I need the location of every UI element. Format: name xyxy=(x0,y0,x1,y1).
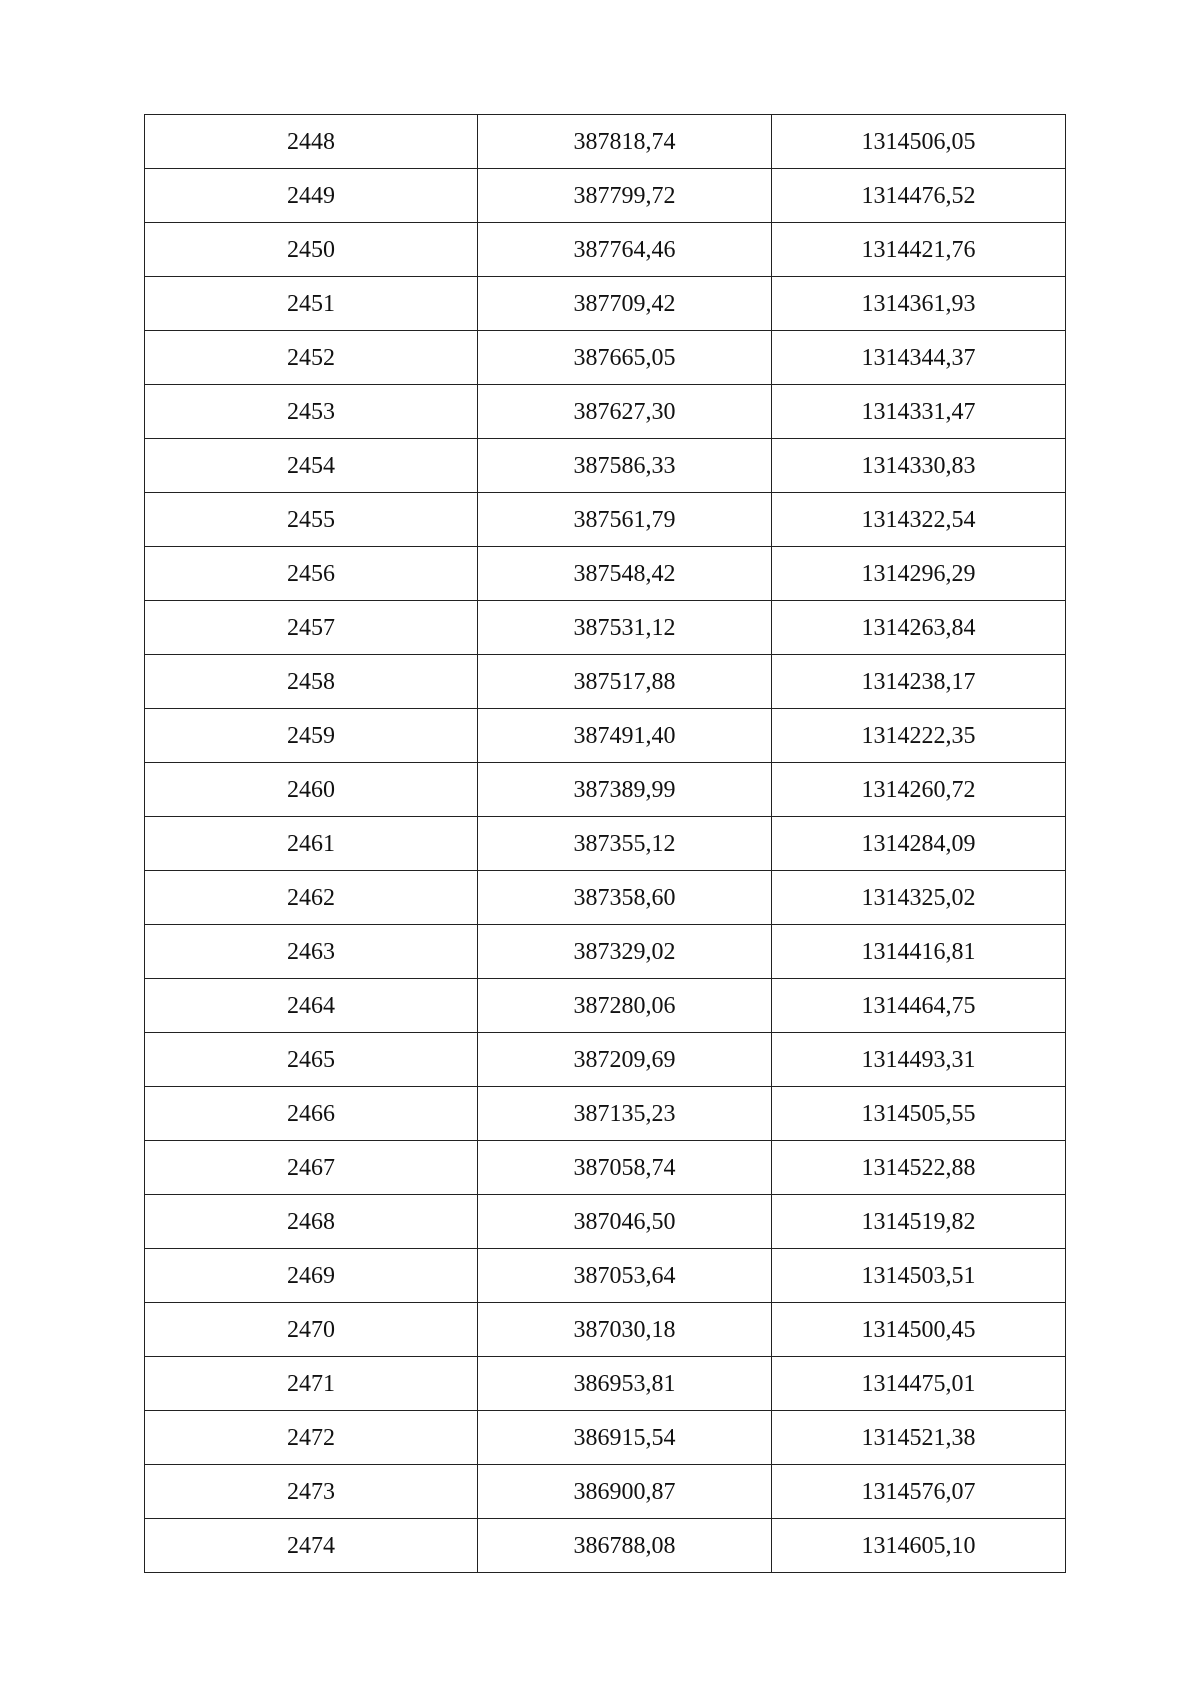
point-number-cell: 2454 xyxy=(145,439,478,493)
table-row xyxy=(145,1249,1066,1303)
point-number-cell: 2466 xyxy=(145,1087,478,1141)
point-number-cell: 2452 xyxy=(145,331,478,385)
y-coordinate-cell: 1314519,82 xyxy=(772,1195,1066,1249)
y-coordinate-cell: 1314605,10 xyxy=(772,1519,1066,1573)
x-coordinate-cell: 387358,60 xyxy=(478,871,772,925)
point-number-cell: 2473 xyxy=(145,1465,478,1519)
point-number-cell: 2450 xyxy=(145,223,478,277)
point-number-cell: 2455 xyxy=(145,493,478,547)
table-row xyxy=(145,331,1066,385)
x-coordinate-cell: 387389,99 xyxy=(478,763,772,817)
point-number-cell: 2459 xyxy=(145,709,478,763)
point-number-cell: 2470 xyxy=(145,1303,478,1357)
coordinates-table-body xyxy=(145,115,1066,1573)
x-coordinate-cell: 386900,87 xyxy=(478,1465,772,1519)
table-row xyxy=(145,385,1066,439)
table-row xyxy=(145,655,1066,709)
y-coordinate-cell: 1314322,54 xyxy=(772,493,1066,547)
table-row xyxy=(145,925,1066,979)
y-coordinate-cell: 1314493,31 xyxy=(772,1033,1066,1087)
y-coordinate-cell: 1314464,75 xyxy=(772,979,1066,1033)
point-number-cell: 2456 xyxy=(145,547,478,601)
table-row xyxy=(145,223,1066,277)
y-coordinate-cell: 1314330,83 xyxy=(772,439,1066,493)
coordinates-table xyxy=(144,114,1066,1573)
point-number-cell: 2471 xyxy=(145,1357,478,1411)
y-coordinate-cell: 1314344,37 xyxy=(772,331,1066,385)
x-coordinate-cell: 387329,02 xyxy=(478,925,772,979)
point-number-cell: 2458 xyxy=(145,655,478,709)
x-coordinate-cell: 387517,88 xyxy=(478,655,772,709)
table-row xyxy=(145,1303,1066,1357)
y-coordinate-cell: 1314296,29 xyxy=(772,547,1066,601)
x-coordinate-cell: 386788,08 xyxy=(478,1519,772,1573)
x-coordinate-cell: 387709,42 xyxy=(478,277,772,331)
x-coordinate-cell: 386915,54 xyxy=(478,1411,772,1465)
table-row xyxy=(145,601,1066,655)
x-coordinate-cell: 387491,40 xyxy=(478,709,772,763)
point-number-cell: 2474 xyxy=(145,1519,478,1573)
x-coordinate-cell: 387030,18 xyxy=(478,1303,772,1357)
table-row xyxy=(145,1357,1066,1411)
x-coordinate-cell: 387135,23 xyxy=(478,1087,772,1141)
point-number-cell: 2449 xyxy=(145,169,478,223)
table-row xyxy=(145,1087,1066,1141)
table-row xyxy=(145,1141,1066,1195)
y-coordinate-cell: 1314505,55 xyxy=(772,1087,1066,1141)
x-coordinate-cell: 387053,64 xyxy=(478,1249,772,1303)
x-coordinate-cell: 387531,12 xyxy=(478,601,772,655)
y-coordinate-cell: 1314238,17 xyxy=(772,655,1066,709)
table-row xyxy=(145,439,1066,493)
y-coordinate-cell: 1314421,76 xyxy=(772,223,1066,277)
y-coordinate-cell: 1314500,45 xyxy=(772,1303,1066,1357)
y-coordinate-cell: 1314475,01 xyxy=(772,1357,1066,1411)
point-number-cell: 2472 xyxy=(145,1411,478,1465)
y-coordinate-cell: 1314521,38 xyxy=(772,1411,1066,1465)
table-row xyxy=(145,547,1066,601)
x-coordinate-cell: 387561,79 xyxy=(478,493,772,547)
table-row xyxy=(145,1519,1066,1573)
y-coordinate-cell: 1314331,47 xyxy=(772,385,1066,439)
point-number-cell: 2460 xyxy=(145,763,478,817)
x-coordinate-cell: 387665,05 xyxy=(478,331,772,385)
y-coordinate-cell: 1314506,05 xyxy=(772,115,1066,169)
point-number-cell: 2468 xyxy=(145,1195,478,1249)
x-coordinate-cell: 386953,81 xyxy=(478,1357,772,1411)
y-coordinate-cell: 1314522,88 xyxy=(772,1141,1066,1195)
x-coordinate-cell: 387209,69 xyxy=(478,1033,772,1087)
table-row xyxy=(145,1195,1066,1249)
table-row xyxy=(145,1465,1066,1519)
x-coordinate-cell: 387548,42 xyxy=(478,547,772,601)
x-coordinate-cell: 387046,50 xyxy=(478,1195,772,1249)
table-row xyxy=(145,277,1066,331)
y-coordinate-cell: 1314361,93 xyxy=(772,277,1066,331)
x-coordinate-cell: 387818,74 xyxy=(478,115,772,169)
point-number-cell: 2463 xyxy=(145,925,478,979)
table-row xyxy=(145,709,1066,763)
point-number-cell: 2464 xyxy=(145,979,478,1033)
table-row xyxy=(145,115,1066,169)
x-coordinate-cell: 387627,30 xyxy=(478,385,772,439)
table-row xyxy=(145,169,1066,223)
y-coordinate-cell: 1314576,07 xyxy=(772,1465,1066,1519)
point-number-cell: 2457 xyxy=(145,601,478,655)
x-coordinate-cell: 387764,46 xyxy=(478,223,772,277)
point-number-cell: 2462 xyxy=(145,871,478,925)
point-number-cell: 2453 xyxy=(145,385,478,439)
point-number-cell: 2461 xyxy=(145,817,478,871)
y-coordinate-cell: 1314222,35 xyxy=(772,709,1066,763)
point-number-cell: 2451 xyxy=(145,277,478,331)
point-number-cell: 2465 xyxy=(145,1033,478,1087)
x-coordinate-cell: 387799,72 xyxy=(478,169,772,223)
y-coordinate-cell: 1314476,52 xyxy=(772,169,1066,223)
table-row xyxy=(145,763,1066,817)
table-row xyxy=(145,871,1066,925)
y-coordinate-cell: 1314284,09 xyxy=(772,817,1066,871)
point-number-cell: 2467 xyxy=(145,1141,478,1195)
x-coordinate-cell: 387280,06 xyxy=(478,979,772,1033)
x-coordinate-cell: 387586,33 xyxy=(478,439,772,493)
table-row xyxy=(145,979,1066,1033)
y-coordinate-cell: 1314260,72 xyxy=(772,763,1066,817)
y-coordinate-cell: 1314325,02 xyxy=(772,871,1066,925)
point-number-cell: 2469 xyxy=(145,1249,478,1303)
table-row xyxy=(145,1411,1066,1465)
x-coordinate-cell: 387355,12 xyxy=(478,817,772,871)
point-number-cell: 2448 xyxy=(145,115,478,169)
table-row xyxy=(145,817,1066,871)
table-row xyxy=(145,493,1066,547)
table-row xyxy=(145,1033,1066,1087)
x-coordinate-cell: 387058,74 xyxy=(478,1141,772,1195)
y-coordinate-cell: 1314503,51 xyxy=(772,1249,1066,1303)
y-coordinate-cell: 1314263,84 xyxy=(772,601,1066,655)
y-coordinate-cell: 1314416,81 xyxy=(772,925,1066,979)
